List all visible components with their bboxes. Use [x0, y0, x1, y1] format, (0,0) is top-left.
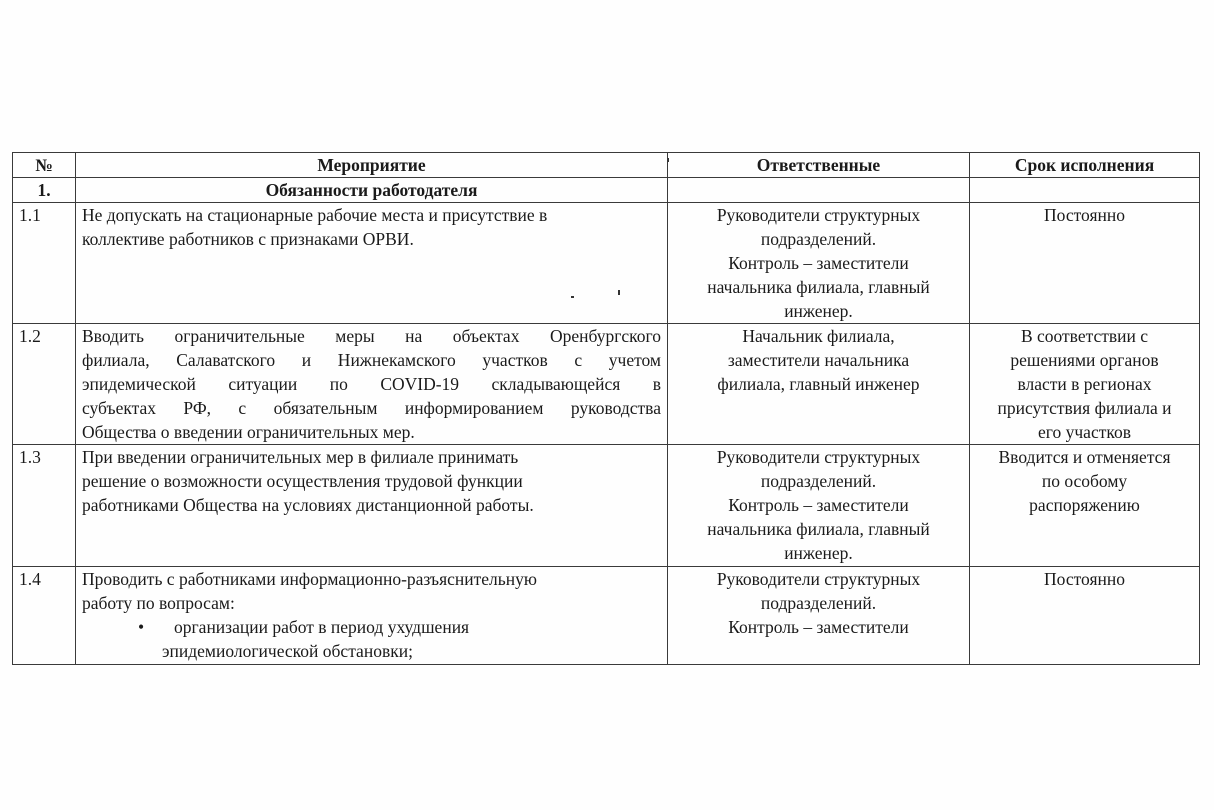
term-line: В соответствии с [1020, 326, 1149, 346]
responsible-line: заместители начальника [727, 350, 910, 370]
responsible-line: инженер. [784, 543, 853, 563]
row-responsible [668, 567, 970, 665]
row-activity [76, 203, 668, 324]
row-responsible [668, 203, 970, 324]
header-num: № [13, 153, 76, 178]
row-activity [76, 324, 668, 445]
activity-line: Общества о введении ограничительных мер. [82, 422, 415, 442]
responsible-line: инженер. [784, 301, 853, 321]
activity-line: работу по вопросам: [82, 593, 235, 613]
section-title: Обязанности работодателя [76, 178, 668, 203]
responsible-line: Руководители структурных [716, 447, 921, 467]
term-line: распоряжению [1029, 495, 1140, 515]
responsible-line: Руководители структурных [716, 569, 921, 589]
responsible-line: Начальник филиала, [742, 326, 895, 346]
header-responsible: Ответственные [668, 153, 970, 178]
activity-line: Не допускать на стационарные рабочие места и присутствие в [82, 205, 548, 225]
row-activity [76, 445, 668, 567]
measures-table [12, 152, 1200, 665]
activity-line: коллективе работников с признаками ОРВИ. [82, 229, 414, 249]
section-empty-cell [668, 178, 970, 203]
bullet-dot-icon: • [138, 617, 145, 637]
table-row [13, 445, 1200, 567]
term-line: Вводится и отменяется [998, 447, 1171, 467]
row-num: 1.2 [13, 324, 76, 445]
activity-line: Проводить с работниками информационно-разъяснительную [82, 569, 537, 589]
bullet-list-item [82, 615, 661, 639]
row-responsible [668, 445, 970, 567]
term-line: Постоянно [1044, 205, 1125, 225]
term-line: решениями органов [1010, 350, 1159, 370]
section-empty-cell [970, 178, 1200, 203]
responsible-line: Контроль – заместители [728, 617, 909, 637]
table-row [13, 567, 1200, 665]
responsible-line: подразделений. [760, 471, 877, 491]
row-term [970, 445, 1200, 567]
bullet-text: организации работ в период ухудшения [174, 617, 470, 637]
term-line: его участков [1038, 422, 1131, 442]
responsible-line: подразделений. [760, 593, 877, 613]
activity-line: Вводить ограничительные меры на объектах Оренбургского [82, 326, 661, 346]
section-num: 1. [13, 178, 76, 203]
header-term: Срок исполнения [970, 153, 1200, 178]
section-row [13, 178, 1200, 203]
row-term [970, 567, 1200, 665]
responsible-line: начальника филиала, главный [707, 519, 930, 539]
term-line: по особому [1041, 471, 1128, 491]
responsible-line: Контроль – заместители [728, 253, 909, 273]
responsible-line: филиала, главный инженер [717, 374, 920, 394]
header-activity: Мероприятие [76, 153, 668, 178]
activity-line: филиала, Салаватского и Нижнекамского участков с учетом [82, 350, 661, 370]
row-term [970, 324, 1200, 445]
term-line: Постоянно [1044, 569, 1125, 589]
term-line: власти в регионах [1017, 374, 1152, 394]
table-row [13, 324, 1200, 445]
responsible-line: начальника филиала, главный [707, 277, 930, 297]
activity-line: эпидемической ситуации по COVID-19 складывающейся в [82, 374, 661, 394]
responsible-line: Руководители структурных [716, 205, 921, 225]
activity-line: При введении ограничительных мер в филиале принимать [82, 447, 519, 467]
row-activity [76, 567, 668, 665]
row-term [970, 203, 1200, 324]
table-row [13, 203, 1200, 324]
activity-line: субъектах РФ, с обязательным информированием руководства [82, 398, 661, 418]
row-responsible [668, 324, 970, 445]
table-header-row [13, 153, 1200, 178]
activity-line: решение о возможности осуществления трудовой функции [82, 471, 523, 491]
activity-line: работниками Общества на условиях дистанционной работы. [82, 495, 534, 515]
bullet-text-continuation: эпидемиологической обстановки; [162, 641, 413, 661]
responsible-line: подразделений. [760, 229, 877, 249]
responsible-line: Контроль – заместители [728, 495, 909, 515]
row-num: 1.4 [13, 567, 76, 665]
term-line: присутствия филиала и [997, 398, 1172, 418]
row-num: 1.3 [13, 445, 76, 567]
row-num: 1.1 [13, 203, 76, 324]
